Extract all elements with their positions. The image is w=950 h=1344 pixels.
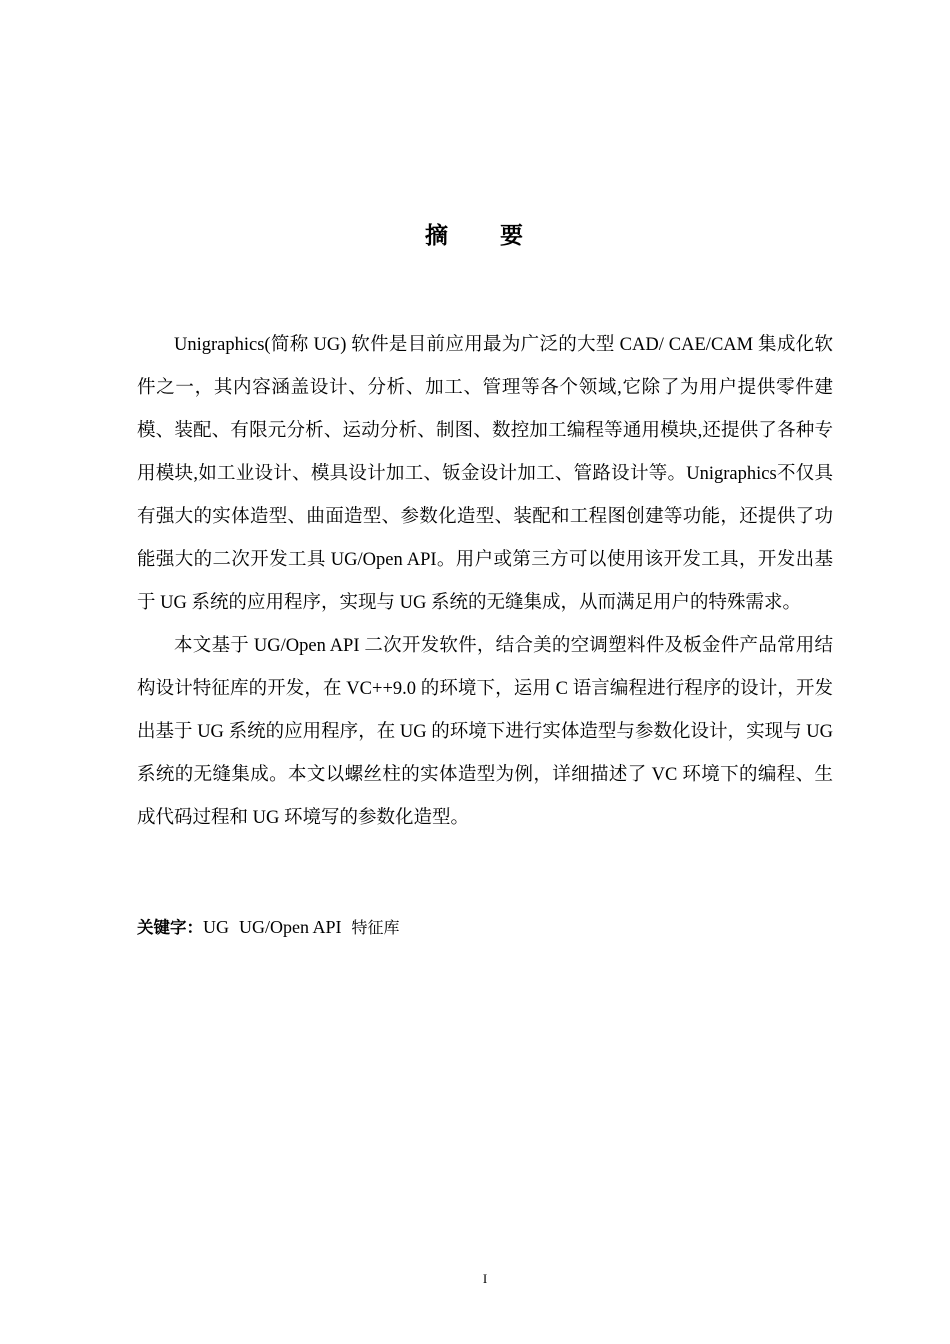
keywords-line [137, 910, 410, 946]
page-number: I [482, 1271, 488, 1286]
keyword-item: UG/Open API [239, 917, 342, 937]
abstract-body [137, 324, 833, 840]
keyword-item: UG [203, 917, 229, 937]
abstract-paragraph-2: 本文基于 UG/Open API 二次开发软件，结合美的空调塑料件及板金件产品常用结构设计特征库的开发，在 VC++9.0 的环境下，运用 C 语言编程进行程序的设计，开发出基于 UG 系统的应用程序，在 UG 的环境下进行实体造型与参数化设计，实现与 UG 系统的无缝集成。本文以螺丝柱的实体造型为例，详细描述了 VC 环境下的编程、生成代码过程和 UG 环境写的参数化造型。 [137, 636, 833, 828]
keyword-item: 特征库 [351, 920, 400, 937]
abstract-paragraph-1: Unigraphics(简称 UG) 软件是目前应用最为广泛的大型 CAD/ CAE/CAM 集成化软件之一，其内容涵盖设计、分析、加工、管理等各个领域,它除了为用户提供零件建模、装配、有限元分析、运动分析、制图、数控加工编程等通用模块,还提供了各种专用模块,如工业设计、模具设计加工、钣金设计加工、管路设计等。Unigraphics不仅具有强大的实体造型、曲面造型、参数化造型、装配和工程图创建等功能，还提供了功能强大的二次开发工具 UG/Open API。用户或第三方可以使用该开发工具，开发出基于 UG 系统的应用程序，实现与 UG 系统的无缝集成，从而满足用户的特殊需求。 [137, 335, 833, 613]
keywords-label: 关键字： [137, 918, 203, 937]
abstract-title: 摘 要 [424, 223, 545, 249]
